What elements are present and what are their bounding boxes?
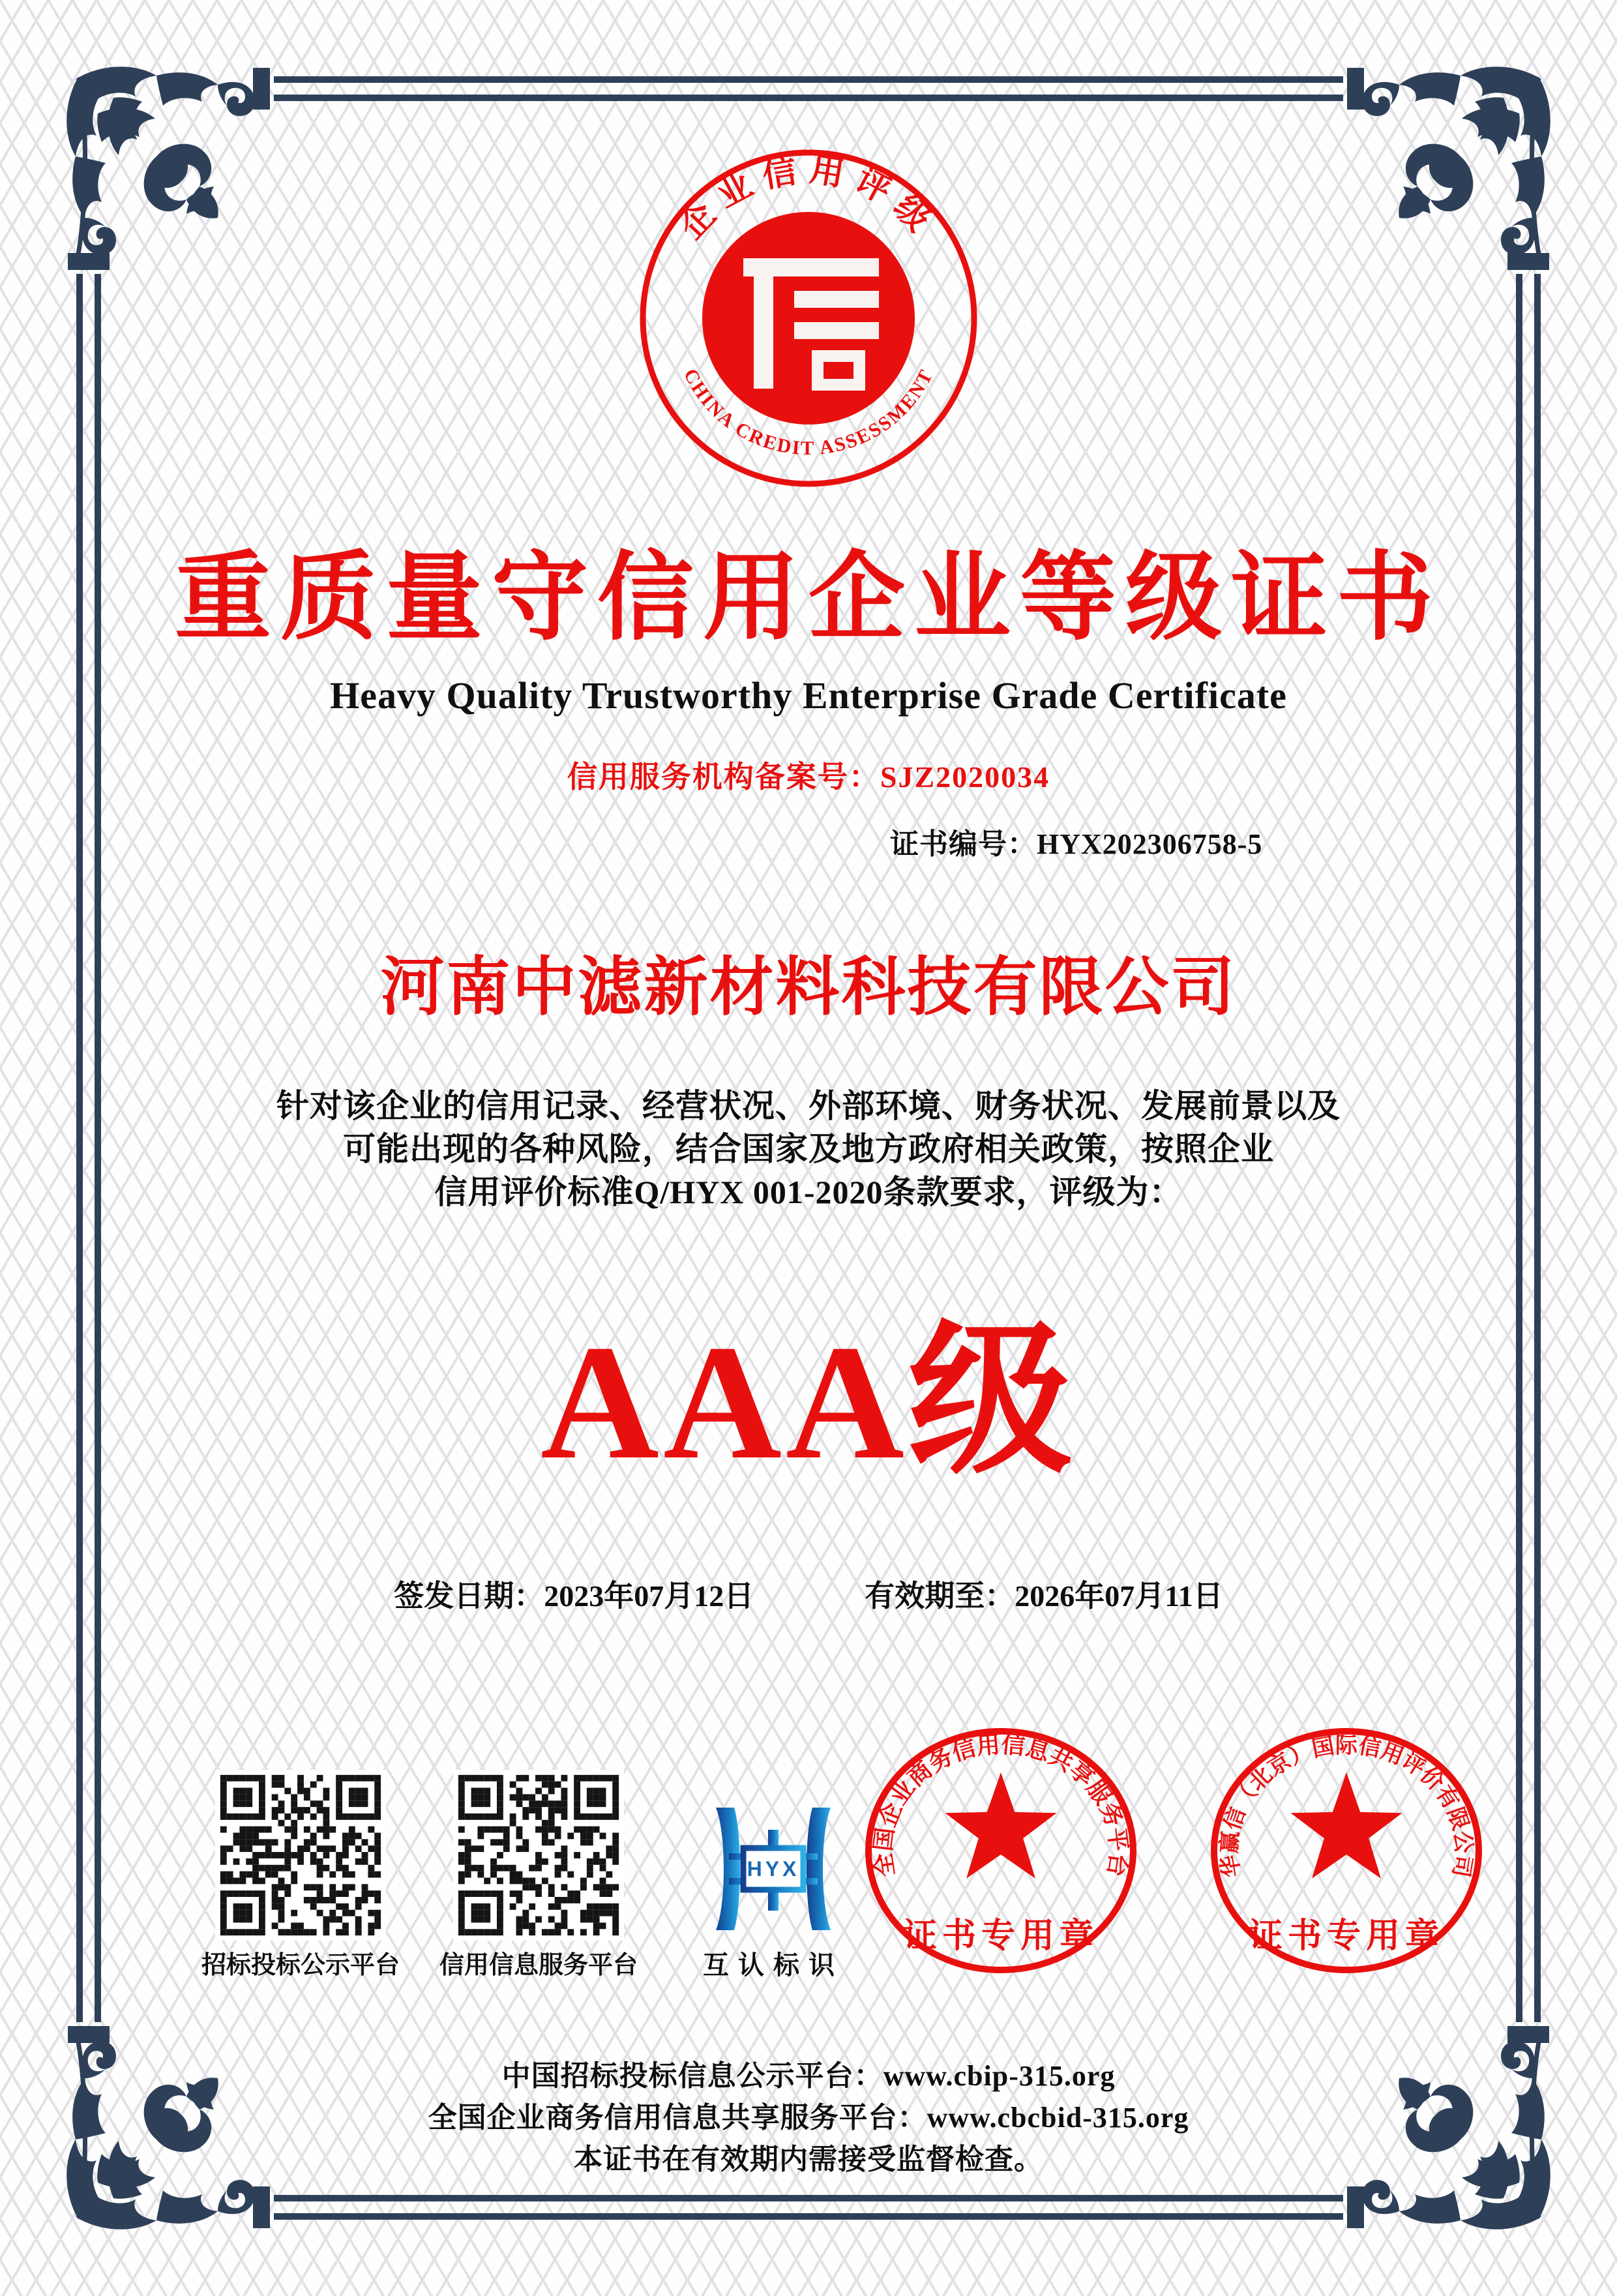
footer-line-3: 本证书在有效期内需接受监督检查。	[574, 2143, 1043, 2175]
seal-huayingxin-company	[1196, 1714, 1496, 1988]
footer-block	[0, 2055, 1617, 2181]
corner-ornament-top-right	[1343, 59, 1558, 274]
grade-rating: AAA级	[541, 1311, 1076, 1493]
hyx-mark	[709, 1808, 837, 1930]
seal-arc-text: 华赢信（北京）国际信用评价有限公司	[1217, 1733, 1476, 1879]
border-top-inner	[274, 95, 1343, 101]
certificate-title: 重质量守信用企业等级证书	[175, 545, 1442, 652]
border-top-outer	[274, 76, 1343, 83]
qr1-label: 招标投标公示平台	[201, 1952, 400, 1979]
seal-national-platform	[851, 1714, 1151, 1988]
seal-bottom-text: 证书专用章	[1248, 1918, 1445, 1955]
seal-star	[1290, 1772, 1402, 1879]
logo-arc-bottom-text: CHINA CREDIT ASSESSMENT	[679, 365, 938, 460]
qr2-label: 信用信息服务平台	[439, 1952, 638, 1979]
border-bottom-inner	[274, 2195, 1343, 2201]
footer-line-2: 全国企业商务信用信息共享服务平台：www.cbcbid-315.org	[428, 2102, 1189, 2134]
credit-assessment-logo	[632, 142, 985, 494]
seal-star	[945, 1772, 1056, 1879]
logo-inner-disc	[702, 212, 915, 425]
footer-line-1: 中国招标投标信息公示平台：www.cbip-315.org	[501, 2060, 1116, 2092]
company-name: 河南中滤新材料科技有限公司	[380, 953, 1237, 1023]
certificate-number-line: 证书编号：HYX202306758-5	[890, 828, 1263, 860]
body-paragraph	[0, 1084, 1617, 1214]
hyx-label: 互认标识	[703, 1950, 844, 1980]
body-line-3: 信用评价标准Q/HYX 001-2020条款要求，评级为：	[434, 1174, 1183, 1210]
issue-date: 签发日期：2023年07月12日	[394, 1579, 754, 1613]
body-line-2: 可能出现的各种风险，结合国家及地方政府相关政策，按照企业	[343, 1131, 1274, 1167]
border-bottom-outer	[274, 2213, 1343, 2220]
seal-arc-text: 全国企业商务信用信息共享服务平台	[870, 1731, 1132, 1879]
hyx-letters: HYX	[747, 1857, 800, 1881]
record-number-line: 信用服务机构备案号：SJZ2020034	[567, 760, 1050, 794]
valid-until-date: 有效期至：2026年07月11日	[865, 1579, 1223, 1613]
date-row	[0, 1570, 1617, 1622]
corner-ornament-top-left	[59, 59, 274, 274]
bidding-platform-qr-code	[215, 1770, 386, 1941]
seal-bottom-text: 证书专用章	[902, 1918, 1099, 1955]
credit-info-platform-qr-code	[453, 1770, 624, 1941]
logo-arc-top-text: 企业信用评级	[672, 151, 945, 246]
certificate-subtitle-en: Heavy Quality Trustworthy Enterprise Grade Certificate	[330, 674, 1287, 717]
body-line-1: 针对该企业的信用记录、经营状况、外部环境、财务状况、发展前景以及	[276, 1088, 1341, 1124]
